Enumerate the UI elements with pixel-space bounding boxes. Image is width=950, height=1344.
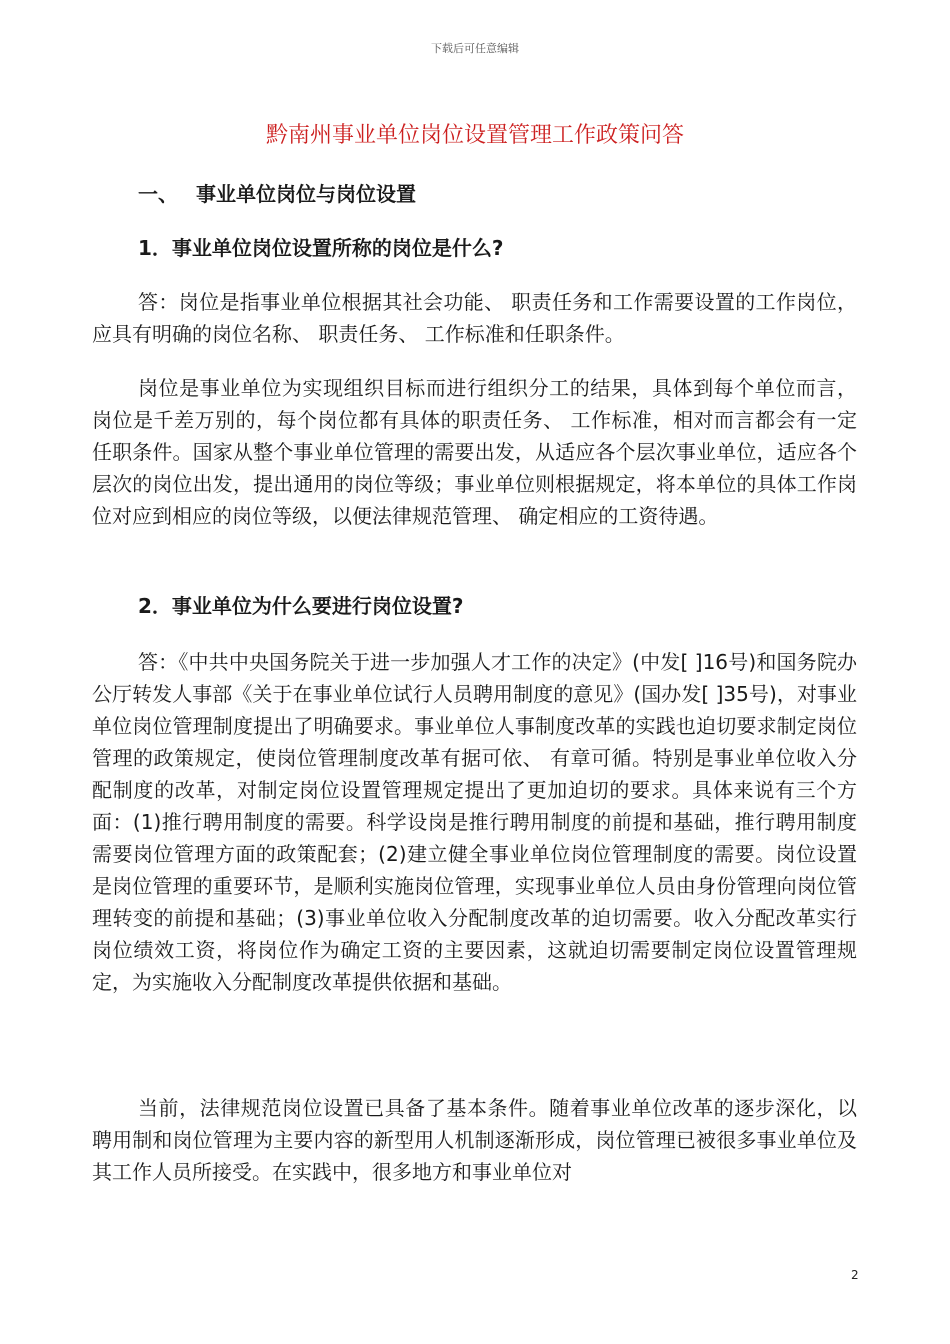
page-number: 2 (851, 1268, 859, 1282)
question-1: 1．事业单位岗位设置所称的岗位是什么? (138, 236, 504, 260)
document-title: 黔南州事业单位岗位设置管理工作政策问答 (265, 123, 684, 148)
question-2: 2．事业单位为什么要进行岗位设置? (138, 594, 464, 618)
answer-2-paragraph-1: 答：《中共中央国务院关于进一步加强人才工作的决定》(中发[ ]16号)和国务院办公厅转发人事部《关于在事业单位试行人员聘用制度的意见》(国办发[ ]35号)，对事业单位岗位管理制度提出了明确要求。事业单位人事制度改革的实践也迫切要求制定岗位管理的政策规定，使岗位管理制度改革有据可依、 有章可循。特别是事业单位收入分配制度的改革，对制定岗位设置管理规定提出了更加迫切的要求。具体来说有三个方面：(1)推行聘用制度的需要。科学设岗是推行聘用制度的前提和基础，推行聘用制度需要岗位管理方面的政策配套；(2)建立健全事业单位岗位管理制度的需要。岗位设置是岗位管理的重要环节，是顺利实施岗位管理，实现事业单位人员由身份管理向岗位管理转变的前提和基础；(3)事业单位收入分配制度改革的迫切需要。收入分配改革实行岗位绩效工资，将岗位作为确定工资的主要因素，这就迫切需要制定岗位设置管理规定，为实施收入分配制度改革提供依据和基础。 (92, 650, 857, 994)
section-heading-1 (138, 178, 416, 207)
section-number: 一、 (138, 182, 178, 206)
answer-1-paragraph-1: 答：岗位是指事业单位根据其社会功能、 职责任务和工作需要设置的工作岗位，应具有明确的岗位名称、 职责任务、 工作标准和任职条件。 (92, 290, 857, 346)
header-note: 下载后可任意编辑 (431, 42, 519, 55)
section-title: 事业单位岗位与岗位设置 (196, 182, 416, 206)
answer-2-paragraph-2: 当前，法律规范岗位设置已具备了基本条件。随着事业单位改革的逐步深化，以聘用制和岗位管理为主要内容的新型用人机制逐渐形成，岗位管理已被很多事业单位及其工作人员所接受。在实践中，很多地方和事业单位对 (92, 1096, 857, 1184)
answer-1-paragraph-2: 岗位是事业单位为实现组织目标而进行组织分工的结果，具体到每个单位而言，岗位是千差万别的，每个岗位都有具体的职责任务、 工作标准，相对而言都会有一定任职条件。国家从整个事业单位管理的需要出发，从适应各个层次事业单位，适应各个层次的岗位出发，提出通用的岗位等级；事业单位则根据规定，将本单位的具体工作岗位对应到相应的岗位等级，以便法律规范管理、 确定相应的工资待遇。 (92, 376, 857, 528)
